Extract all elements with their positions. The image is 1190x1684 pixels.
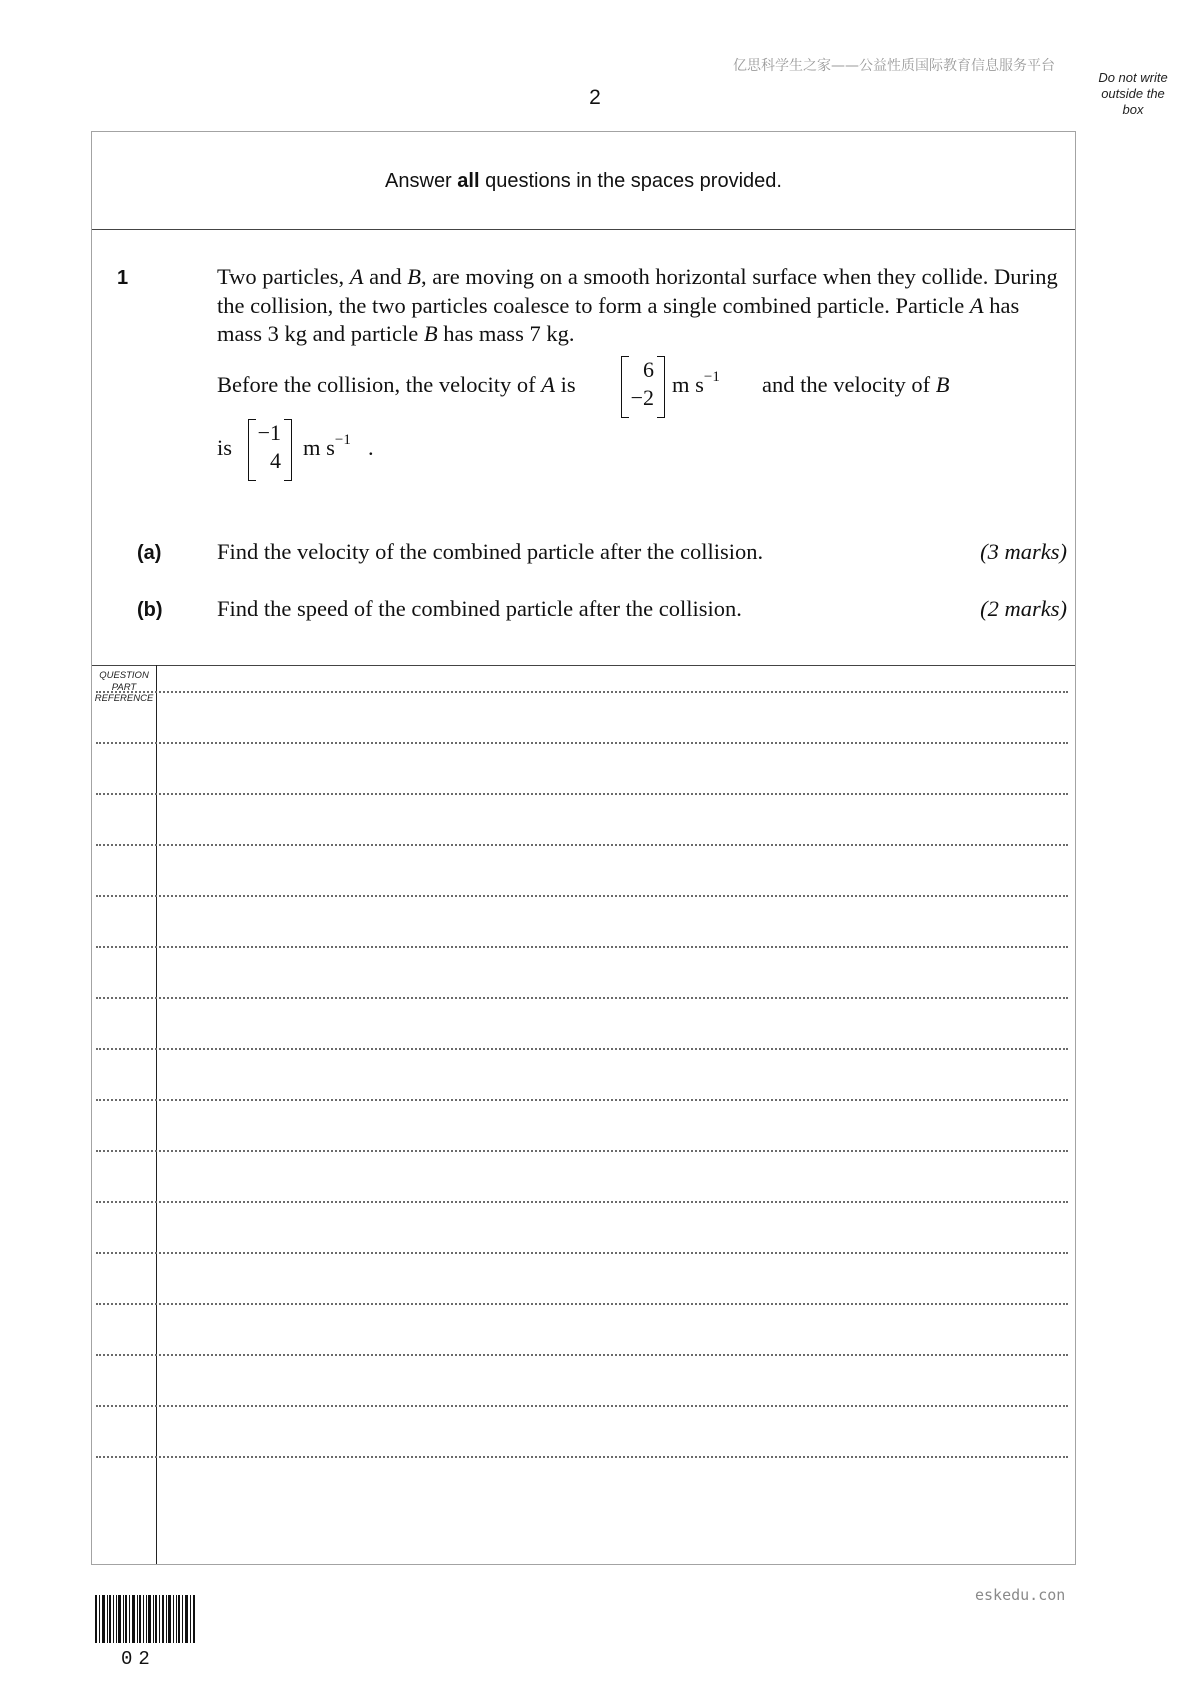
- reference-column-rule: [156, 665, 157, 1564]
- part-b-text: Find the speed of the combined particle after the collision.: [217, 596, 742, 621]
- vector-b: [248, 417, 292, 483]
- part-a-marks: (3 marks): [980, 539, 1067, 564]
- instruction-emphasis: all: [457, 170, 480, 192]
- watermark-text: 亿思科学生之家——公益性质国际教育信息服务平台: [733, 58, 1055, 74]
- answer-line[interactable]: [96, 1252, 1068, 1254]
- answer-line[interactable]: [96, 691, 1068, 693]
- answer-line[interactable]: [96, 895, 1068, 897]
- answer-line[interactable]: [96, 844, 1068, 846]
- answer-area-top-rule: [92, 665, 1075, 666]
- barcode-number: 02: [121, 1648, 156, 1670]
- unit-a-exp: −1: [703, 369, 720, 385]
- answer-line[interactable]: [96, 1405, 1068, 1407]
- unit-b-text: m s: [303, 435, 335, 460]
- question-stem: Two particles, A and B, are moving on a smooth horizontal surface when they collide. During the collision, the two particles coalesce to form a single combined particle. Particle A has mass 3 kg and particle B has mass 7 kg.: [217, 264, 1058, 346]
- unit-b-exp: −1: [334, 432, 351, 448]
- part-b-marks: (2 marks): [980, 596, 1067, 621]
- answer-line[interactable]: [96, 1099, 1068, 1101]
- velocity-middle: and the velocity of B: [762, 372, 950, 397]
- vector-b-bottom: 4: [270, 448, 281, 473]
- part-b-label: (b): [137, 599, 163, 621]
- answer-line[interactable]: [96, 1354, 1068, 1356]
- answer-line[interactable]: [96, 793, 1068, 795]
- answer-booklet-frame: [91, 131, 1076, 1565]
- vector-b-top: −1: [257, 420, 281, 445]
- vector-a-top: 6: [643, 357, 654, 382]
- part-a-label: (a): [137, 542, 162, 564]
- answer-line[interactable]: [96, 742, 1068, 744]
- answer-line[interactable]: [96, 1150, 1068, 1152]
- is-label: is: [217, 435, 233, 460]
- question-number: 1: [117, 267, 129, 289]
- page-number: 2: [589, 86, 601, 109]
- answer-line[interactable]: [96, 946, 1068, 948]
- answer-line[interactable]: [96, 1303, 1068, 1305]
- unit-a: [672, 369, 720, 398]
- barcode: [95, 1595, 195, 1643]
- vector-a: [621, 354, 665, 420]
- vector-a-bottom: −2: [630, 385, 654, 410]
- part-a-text: Find the velocity of the combined particle after the collision.: [217, 539, 764, 564]
- answer-line[interactable]: [96, 1456, 1068, 1458]
- margin-note: Do not write outside the box: [1098, 70, 1168, 117]
- footer-site-text: eskedu.con: [975, 1586, 1066, 1604]
- velocity-intro: Before the collision, the velocity of A is: [217, 372, 576, 397]
- sentence-end: .: [368, 435, 374, 460]
- question-part-reference-label: QUESTION PART REFERENCE: [94, 670, 154, 704]
- instruction-suffix: questions in the spaces provided.: [479, 170, 782, 192]
- answer-line[interactable]: [96, 1201, 1068, 1203]
- instruction-band: [92, 132, 1075, 230]
- unit-a-text: m s: [672, 372, 704, 397]
- instruction-prefix: Answer: [385, 170, 458, 192]
- answer-line[interactable]: [96, 997, 1068, 999]
- answer-line[interactable]: [96, 1048, 1068, 1050]
- instruction-text: [92, 170, 1075, 193]
- unit-b: [303, 432, 351, 461]
